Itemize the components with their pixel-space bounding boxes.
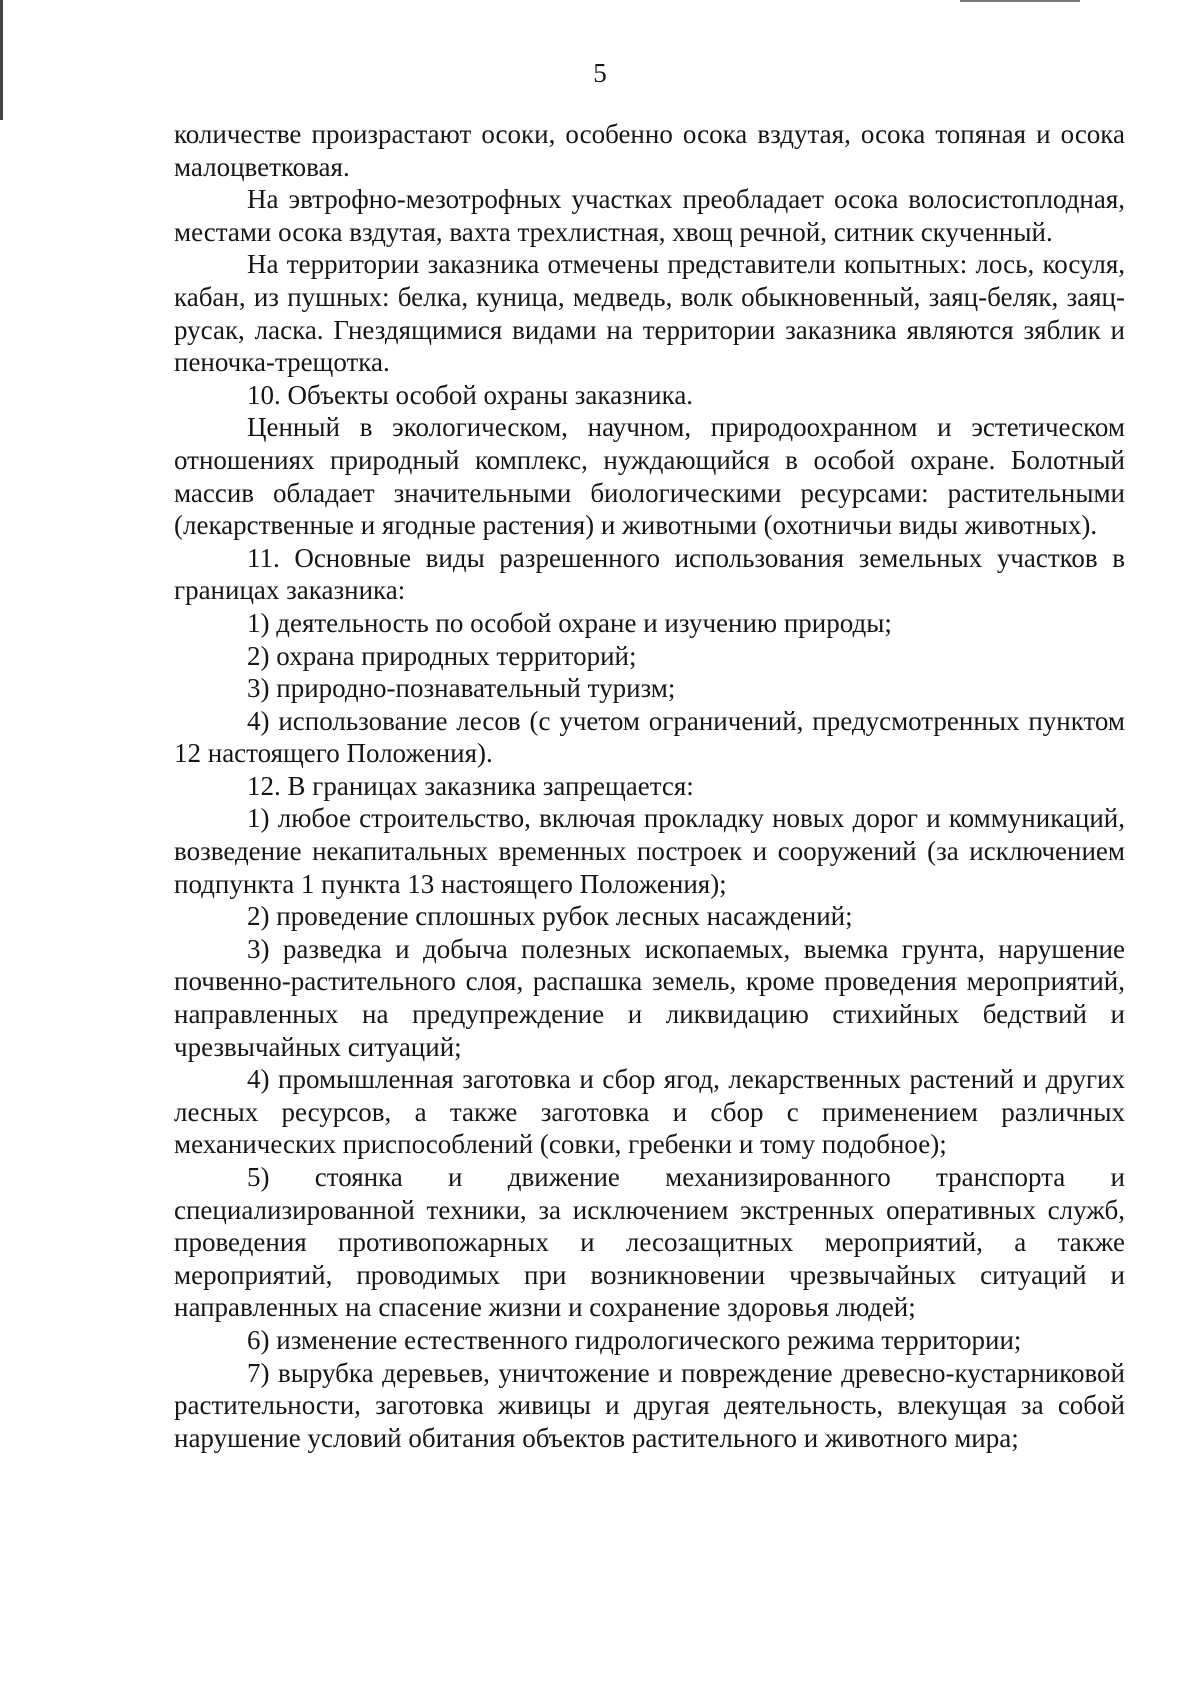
paragraph: количестве произрастают осоки, особенно осока вздутая, осока топяная и осока малоцветковая. bbox=[174, 119, 1125, 182]
list-item: 6) изменение естественного гидрологического режима территории; bbox=[247, 1324, 1022, 1355]
list-item: 5) стоянка и движение механизированного транспорта и специализированной техники, за исключением экстренных оперативных служб, проведения противопожарных и лесозащитных мероприятий, а также мероприятий, проводимых при возникновении чрезвычайных ситуаций и направленных на спасение жизни и сохранение здоровья людей; bbox=[174, 1162, 1125, 1323]
paragraph: На эвтрофно-мезотрофных участках преобладает осока волосистоплодная, местами осока вздутая, вахта трехлистная, хвощ речной, ситник скученный. bbox=[174, 184, 1125, 247]
list-item: 3) разведка и добыча полезных ископаемых, выемка грунта, нарушение почвенно-растительного слоя, распашка земель, кроме проведения мероприятий, направленных на предупреждение и ликвидацию стихийных бедствий и чрезвычайных ситуаций; bbox=[174, 933, 1125, 1062]
list-item: 7) вырубка деревьев, уничтожение и повреждение древесно-кустарниковой растительности, заготовка живицы и другая деятельность, влекущая за собой нарушение условий обитания объектов растительного и животного мира; bbox=[174, 1357, 1125, 1453]
paragraph: На территории заказника отмечены представители копытных: лось, косуля, кабан, из пушных: белка, куница, медведь, волк обыкновенный, заяц-беляк, заяц-русак, ласка. Гнездящимися видами на территории заказника являются зяблик и пеночка-трещотка. bbox=[174, 249, 1125, 378]
list-item: 4) использование лесов (с учетом ограничений, предусмотренных пунктом 12 настоящего Положения). bbox=[174, 705, 1125, 769]
section-heading: 11. Основные виды разрешенного использования земельных участков в границах заказника: bbox=[174, 542, 1125, 606]
scan-edge-mark bbox=[960, 0, 1080, 2]
section-heading: 12. В границах заказника запрещается: bbox=[247, 770, 694, 801]
section-heading: 10. Объекты особой охраны заказника. bbox=[247, 379, 694, 410]
list-item: 1) любое строительство, включая прокладку новых дорог и коммуникаций, возведение некапитальных временных построек и сооружений (за исключением подпункта 1 пункта 13 настоящего Положения); bbox=[174, 803, 1125, 899]
list-item: 2) проведение сплошных рубок лесных насаждений; bbox=[247, 901, 853, 932]
paragraph: Ценный в экологическом, научном, природоохранном и эстетическом отношениях природный комплекс, нуждающийся в особой охране. Болотный массив обладает значительными биологическими ресурсами: растительными (лекарственные и ягодные растения) и животными (охотничьи виды животных). bbox=[174, 412, 1125, 541]
page-number: 5 bbox=[593, 58, 607, 88]
list-item: 3) природно-познавательный туризм; bbox=[247, 673, 676, 704]
list-item: 1) деятельность по особой охране и изучению природы; bbox=[247, 607, 892, 638]
list-item: 2) охрана природных территорий; bbox=[247, 640, 637, 671]
document-body bbox=[174, 118, 1125, 1454]
list-item: 4) промышленная заготовка и сбор ягод, лекарственных растений и других лесных ресурсов, а также заготовка и сбор с применением различных механических приспособлений (совки, гребенки и тому подобное); bbox=[174, 1064, 1125, 1160]
